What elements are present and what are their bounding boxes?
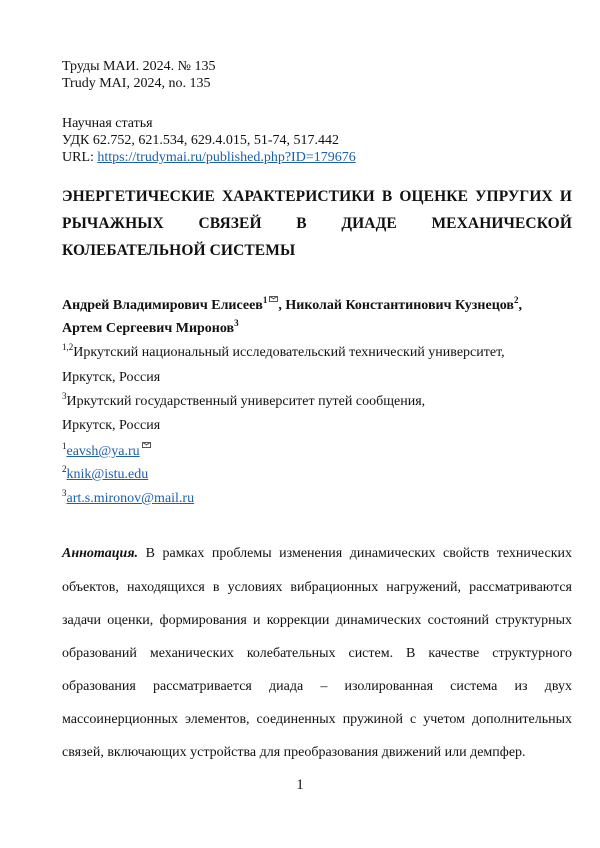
title-line-1: ЭНЕРГЕТИЧЕСКИЕ ХАРАКТЕРИСТИКИ В ОЦЕНКЕ УПРУГИХ И	[62, 188, 572, 205]
abstract-line-6: массоинерционных элементов, соединенных пружиной с учетом дополнительных	[62, 712, 572, 727]
email-2-line	[62, 464, 149, 483]
title-line-3: КОЛЕБАТЕЛЬНОЙ СИСТЕМЫ	[62, 242, 296, 259]
abstract-line-3: задачи оценки, формирования и коррекции динамических состояний структурных	[62, 613, 572, 628]
affiliation-1-2-name: Иркутский национальный исследовательский технический университет,	[73, 345, 505, 360]
email-1-sup: 1	[62, 441, 67, 451]
udc-codes: УДК 62.752, 621.534, 629.4.015, 51-74, 517.442	[62, 133, 340, 148]
affiliation-3	[62, 391, 426, 410]
page-number: 1	[296, 777, 304, 793]
affiliation-3-sup: 3	[62, 391, 67, 401]
email-1-line	[62, 442, 151, 460]
affiliation-3-city: Иркутск, Россия	[62, 418, 161, 433]
affiliation-1-2-city: Иркутск, Россия	[62, 370, 161, 385]
journal-en: Trudy MAI, 2024, no. 135	[62, 76, 211, 91]
url-label: URL:	[62, 150, 98, 165]
envelope-icon	[142, 442, 151, 448]
email-2-sup: 2	[62, 464, 67, 474]
author-2-name: Николай Константинович Кузнецов	[285, 298, 514, 313]
affiliation-1-2	[62, 342, 505, 361]
abstract-line-2: объектов, находящихся в условиях вибрационных нагружений, рассматриваются	[62, 580, 572, 595]
journal-ru: Труды МАИ. 2024. № 135	[62, 59, 216, 74]
abstract-text-1: В рамках проблемы изменения динамических свойств технических	[138, 546, 572, 561]
authors-line-1	[62, 296, 522, 314]
affiliation-3-name: Иркутский государственный университет путей сообщения,	[66, 394, 426, 409]
email-3-link[interactable]: art.s.mironov@mail.ru	[66, 491, 195, 506]
email-1-link[interactable]: eavsh@ya.ru	[66, 444, 140, 459]
email-3-sup: 3	[62, 488, 67, 498]
email-2-link[interactable]: knik@istu.edu	[66, 467, 149, 482]
email-3-line	[62, 488, 195, 507]
author-3-sup: 3	[234, 318, 239, 328]
author-3-name: Артем Сергеевич Миронов	[62, 321, 235, 336]
author-1-name: Андрей Владимирович Елисеев	[62, 298, 263, 313]
author-2-sup: 2	[513, 295, 519, 305]
title-line-2: РЫЧАЖНЫХ СВЯЗЕЙ В ДИАДЕ МЕХАНИЧЕСКОЙ	[62, 215, 572, 232]
author-1-sup: 1	[262, 295, 268, 305]
author-separator: ,	[278, 298, 286, 313]
article-type: Научная статья	[62, 116, 153, 131]
envelope-icon	[269, 296, 278, 302]
abstract-heading: Аннотация.	[62, 546, 139, 561]
author-separator-2: ,	[518, 298, 522, 313]
affiliation-1-2-sup: 1,2	[62, 342, 74, 352]
abstract-line-7: связей, включающих устройства для преобразования движений или демпфер.	[62, 745, 526, 760]
abstract-line-1	[62, 546, 572, 562]
article-url-line	[62, 150, 356, 166]
abstract-line-4: образований механических колебательных систем. В качестве структурного	[62, 646, 572, 661]
abstract-line-5: образования рассматривается диада – изолированная система из двух	[62, 679, 572, 694]
article-url-link[interactable]: https://trudymai.ru/published.php?ID=179676	[97, 150, 356, 165]
authors-line-2	[62, 318, 239, 337]
